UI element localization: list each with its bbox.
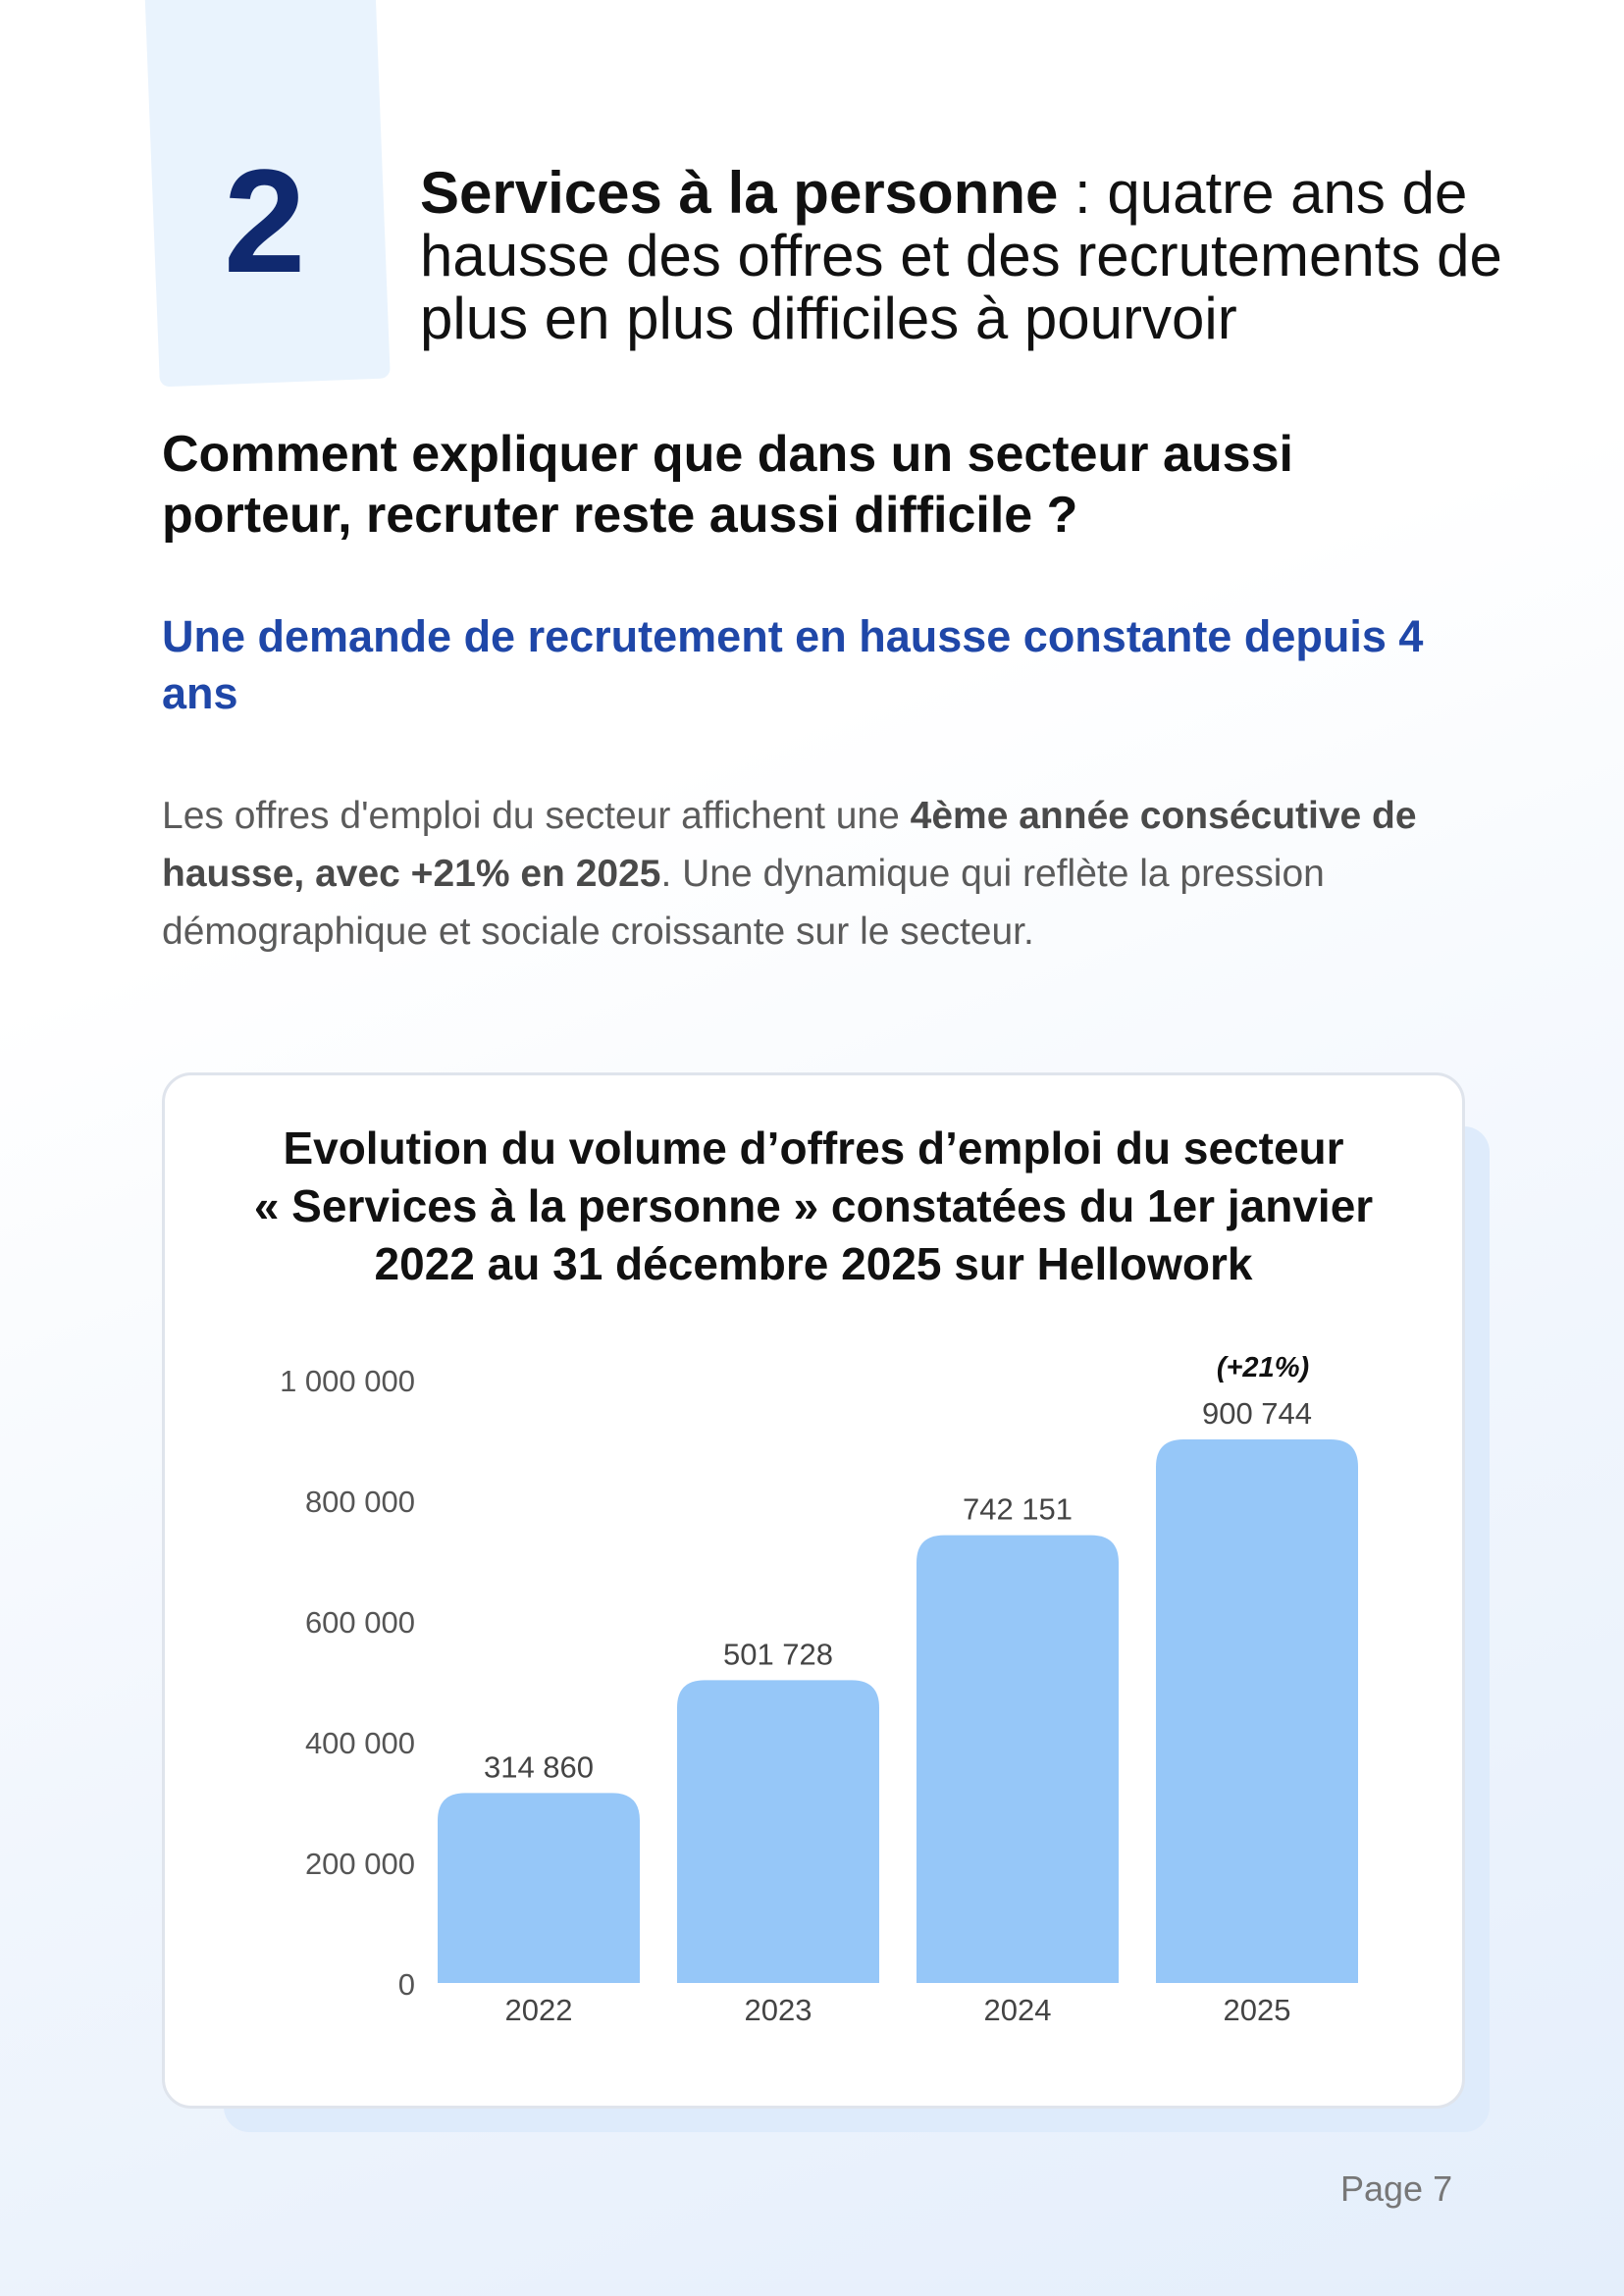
section-title-rest: : quatre ans de hausse des offres et des recrutements de plus en plus difficiles à pourvoir (420, 160, 1502, 351)
paragraph-part-1: Les offres d'emploi du secteur affichent une (162, 795, 911, 837)
bar-2024 (917, 1536, 1119, 1983)
chart-title-line-1: Evolution du volume d’offres d’emploi du secteur (283, 1122, 1344, 1174)
chart-title-line-3: 2022 au 31 décembre 2025 sur Hellowork (374, 1238, 1253, 1289)
page-number: Page 7 (1340, 2168, 1453, 2209)
chart-title-line-2: « Services à la personne » constatées du 1er janvier (253, 1180, 1374, 1231)
section-number: 2 (224, 138, 304, 303)
y-tick-label: 0 (397, 1967, 415, 2002)
x-tick-label: 2023 (744, 1993, 812, 2027)
paragraph-part-2: . Une dynamique qui reflète la pression démographique et sociale croissante sur le secteur. (162, 853, 1325, 953)
bar-2025 (1156, 1439, 1358, 1983)
chart-card (162, 1072, 1465, 2109)
bar-chart (165, 1075, 1462, 2106)
x-tick-label: 2022 (504, 1993, 573, 2027)
bar-2022 (438, 1793, 640, 1983)
section-title-bold: Services à la personne (420, 160, 1059, 226)
x-tick-label: 2024 (983, 1993, 1052, 2027)
y-tick-label: 200 000 (304, 1847, 415, 1881)
growth-annotation: (+21%) (1216, 1352, 1310, 1384)
y-tick-label: 400 000 (304, 1726, 415, 1760)
paragraph-bold: 4ème année consécutive de hausse, avec +21% en 2025 (162, 795, 1417, 895)
question-heading: Comment expliquer que dans un secteur aussi porteur, recruter reste aussi difficile ? (162, 426, 1293, 544)
y-tick-label: 1 000 000 (280, 1364, 415, 1398)
y-tick-label: 800 000 (304, 1485, 415, 1519)
data-label: 900 744 (1201, 1396, 1313, 1432)
data-label: 314 860 (483, 1749, 595, 1785)
y-tick-label: 600 000 (304, 1605, 415, 1640)
subheading: Une demande de recrutement en hausse constante depuis 4 ans (162, 611, 1424, 718)
data-label: 742 151 (962, 1491, 1074, 1527)
x-tick-label: 2025 (1223, 1993, 1291, 2027)
data-label: 501 728 (722, 1637, 834, 1672)
body-paragraph (162, 787, 1467, 961)
bar-2023 (677, 1680, 879, 1983)
section-title (420, 162, 1568, 350)
